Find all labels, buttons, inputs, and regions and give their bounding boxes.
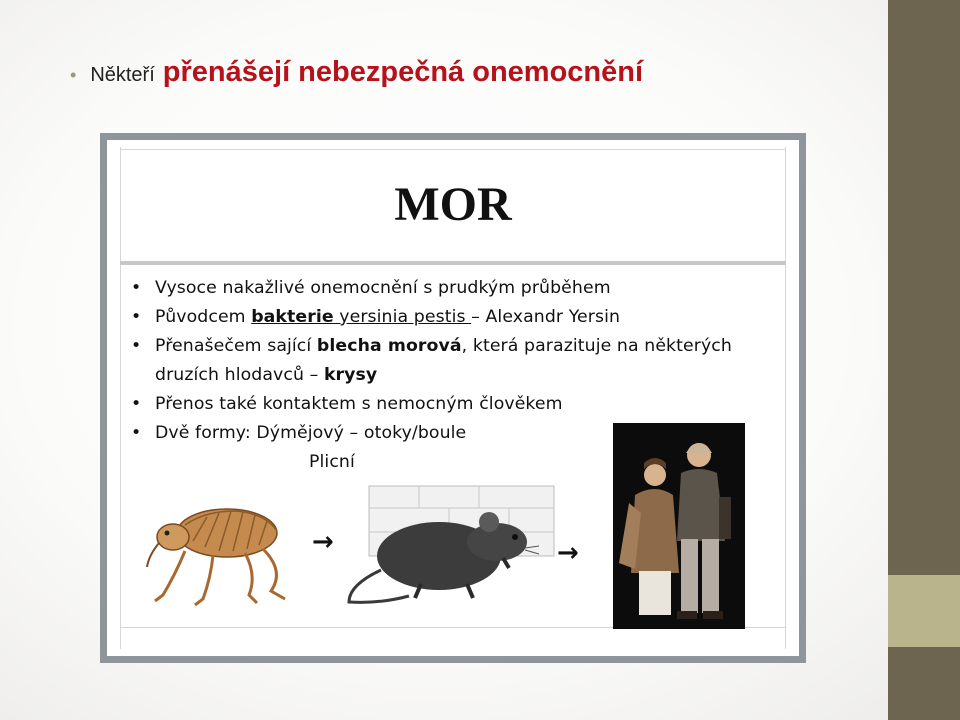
bullet-text: Vysoce nakažlivé onemocnění s prudkým průběhem (155, 278, 611, 298)
bullet-text: Původcem (155, 307, 252, 327)
arrow-rat-to-people: → (557, 538, 579, 568)
title-separator (120, 261, 786, 265)
embedded-slide (107, 140, 799, 656)
slide-border-top (120, 149, 786, 150)
bullet-underlined: yersinia pestis (333, 307, 472, 327)
embedded-slide-frame (100, 133, 806, 663)
bullet-continuation: Plicní (309, 452, 355, 472)
flea-image (145, 495, 295, 610)
bullet-bold: blecha morová (316, 336, 462, 356)
bullet-bold-underlined: bakterie (251, 307, 334, 327)
bullet-item (129, 390, 769, 419)
slide-title: MOR (394, 178, 512, 231)
rat-image (339, 480, 559, 608)
slide-heading (70, 56, 643, 96)
arrow-flea-to-rat: → (312, 527, 334, 557)
bullet-text: Přenos také kontaktem s nemocným člověkem (155, 394, 563, 414)
bullet-item (129, 274, 769, 303)
bullet-item (129, 303, 769, 332)
bullet-item (129, 332, 769, 390)
heading-bullet: • (70, 65, 77, 85)
heading-highlight: přenášejí nebezpečná onemocnění (162, 56, 644, 88)
plague-people-image (613, 423, 745, 629)
bullet-text: Přenašečem sající (155, 336, 317, 356)
heading-intro: Někteří (90, 64, 155, 86)
bullet-bold: krysy (323, 365, 378, 385)
bullet-text: , která parazituje na některých druzích hlodavců – (155, 336, 732, 385)
bullet-text: Dvě formy: Dýmějový – otoky/boule (155, 423, 467, 443)
bullet-text: – Alexandr Yersin (471, 307, 621, 327)
side-accent-block (888, 575, 960, 647)
